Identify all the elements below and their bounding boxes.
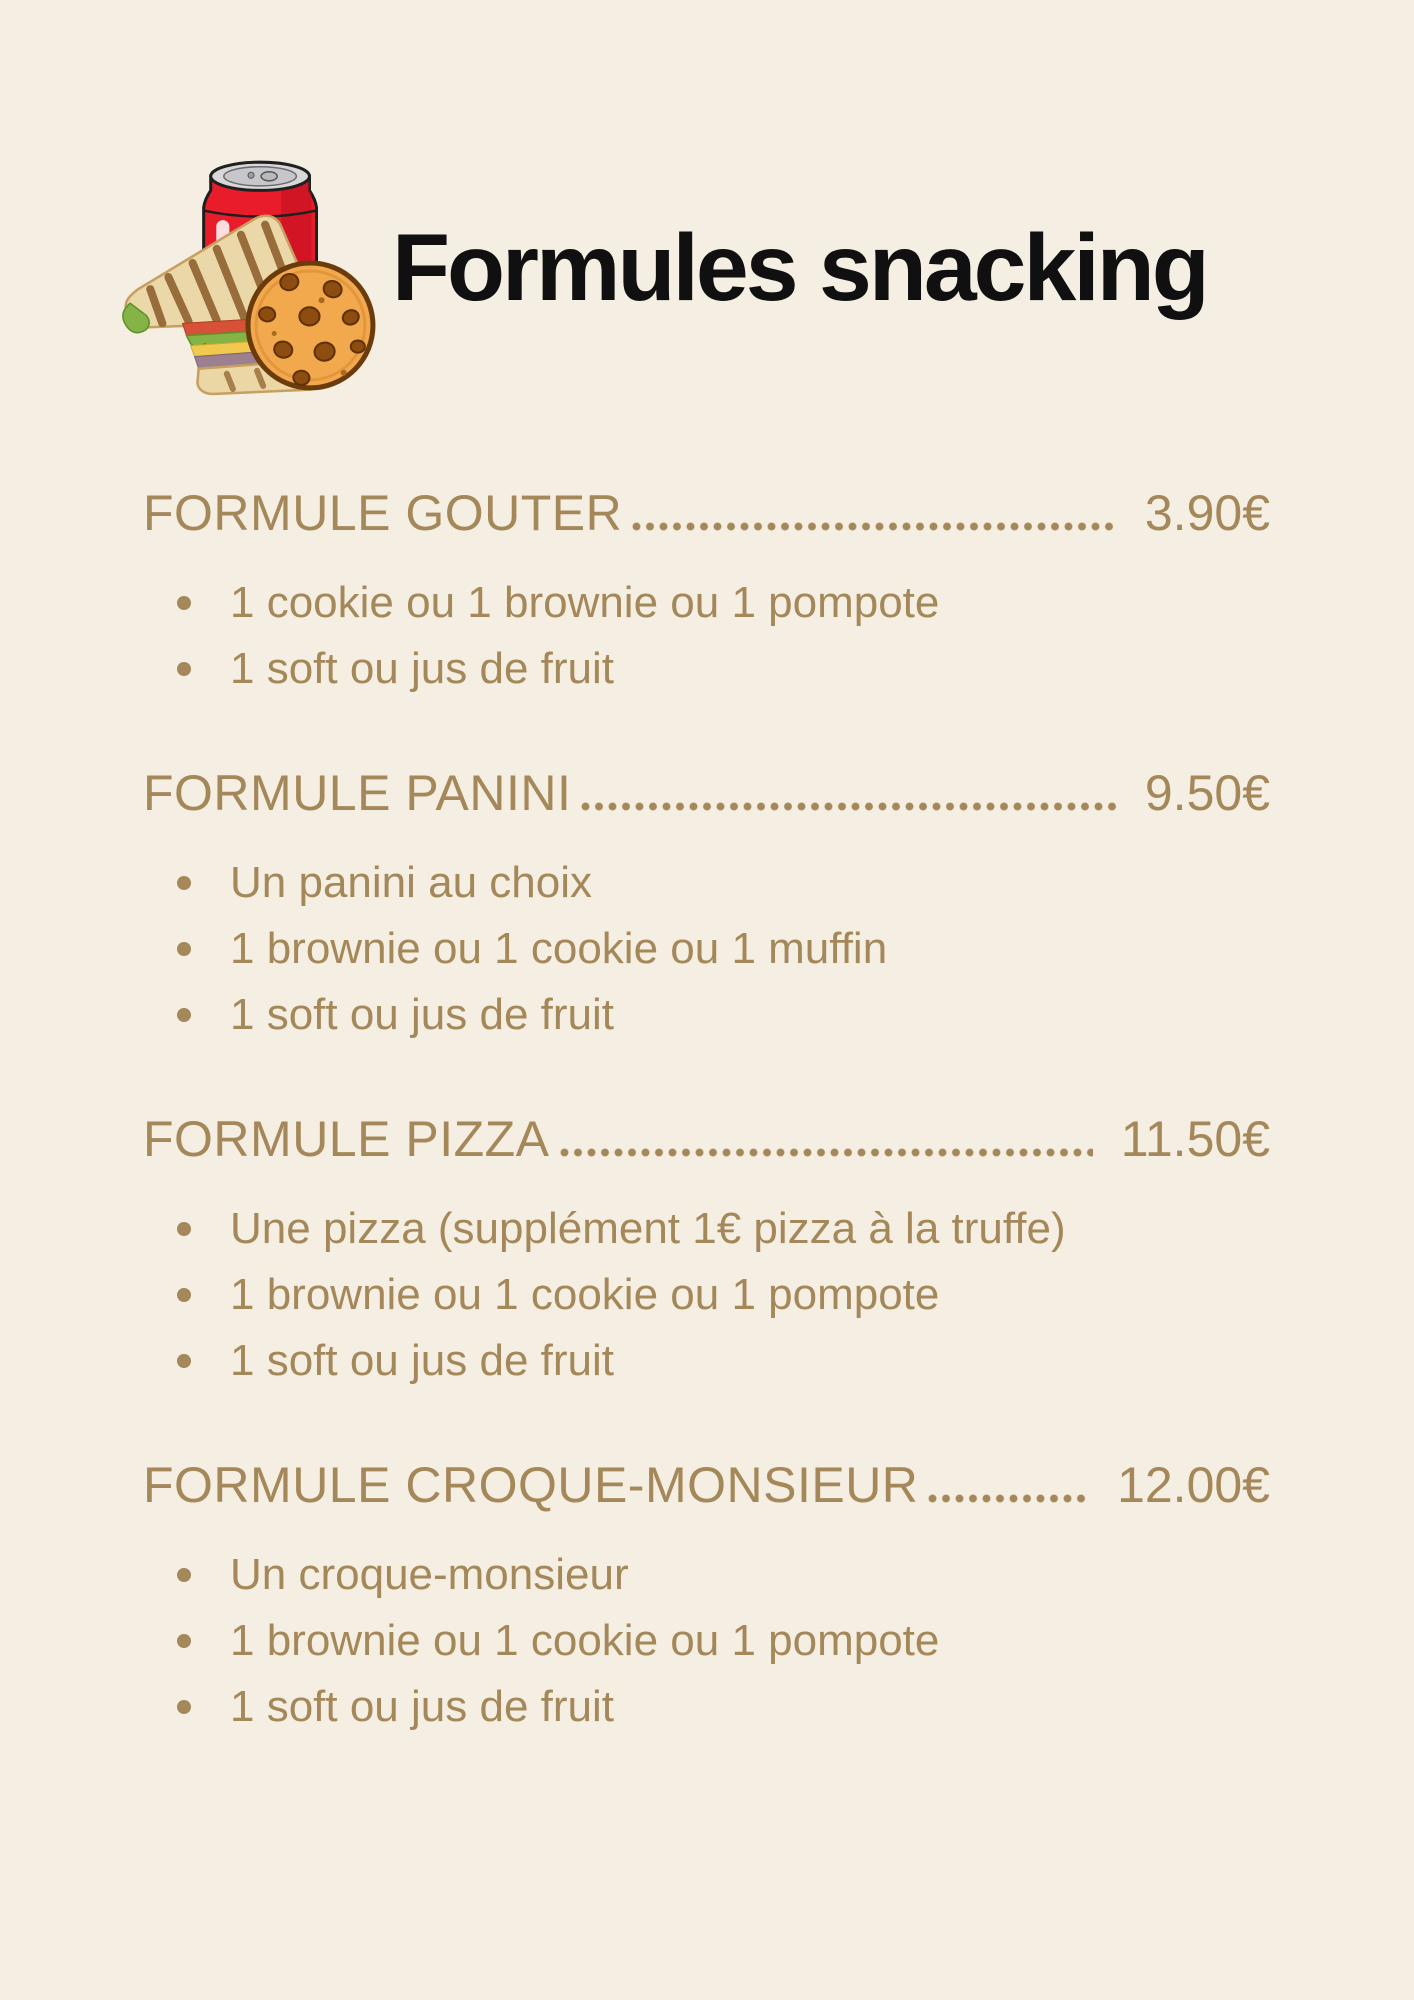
dots-leader	[579, 800, 1117, 813]
section-price: 12.00€	[1117, 1457, 1270, 1513]
section-name: FORMULE CROQUE-MONSIEUR	[143, 1457, 919, 1513]
section-name: FORMULE PANINI	[143, 765, 572, 821]
header	[0, 0, 1414, 400]
item-list	[143, 570, 1270, 702]
menu-item	[143, 1262, 1270, 1328]
menu-section-pizza	[143, 1112, 1270, 1394]
menu-item	[143, 1328, 1270, 1394]
bullet-dot-icon	[177, 942, 191, 956]
menu-item	[143, 636, 1270, 702]
cookie-icon	[248, 263, 373, 388]
menu-item-label: 1 brownie ou 1 cookie ou 1 muffin	[230, 924, 888, 973]
menu-item	[143, 1608, 1270, 1674]
dots-leader	[630, 520, 1117, 533]
menu-item	[143, 916, 1270, 982]
menu	[143, 486, 1270, 1740]
menu-item-label: 1 soft ou jus de fruit	[230, 990, 614, 1039]
bullet-dot-icon	[177, 1568, 191, 1582]
menu-section-gouter	[143, 486, 1270, 702]
item-list	[143, 1542, 1270, 1740]
bullet-dot-icon	[177, 1634, 191, 1648]
item-list	[143, 850, 1270, 1048]
section-name: FORMULE PIZZA	[143, 1111, 550, 1167]
menu-item-label: 1 brownie ou 1 cookie ou 1 pompote	[230, 1616, 940, 1665]
bullet-dot-icon	[177, 596, 191, 610]
menu-item	[143, 1542, 1270, 1608]
dots-leader	[558, 1146, 1093, 1159]
menu-section-panini	[143, 766, 1270, 1048]
section-header-row	[143, 486, 1270, 540]
bullet-dot-icon	[177, 1700, 191, 1714]
menu-item-label: 1 soft ou jus de fruit	[230, 644, 614, 693]
bullet-dot-icon	[177, 662, 191, 676]
menu-item-label: Une pizza (supplément 1€ pizza à la truffe)	[230, 1204, 1066, 1253]
page-title: Formules snacking	[392, 214, 1207, 321]
bullet-dot-icon	[177, 1288, 191, 1302]
menu-item	[143, 570, 1270, 636]
menu-item-label: 1 brownie ou 1 cookie ou 1 pompote	[230, 1270, 940, 1319]
menu-item-label: 1 cookie ou 1 brownie ou 1 pompote	[230, 578, 940, 627]
section-header-row	[143, 1458, 1270, 1512]
bullet-dot-icon	[177, 1222, 191, 1236]
bullet-dot-icon	[177, 1354, 191, 1368]
menu-item-label: 1 soft ou jus de fruit	[230, 1336, 614, 1385]
menu-item	[143, 982, 1270, 1048]
menu-section-croque-monsieur	[143, 1458, 1270, 1740]
bullet-dot-icon	[177, 1008, 191, 1022]
item-list	[143, 1196, 1270, 1394]
section-price: 3.90€	[1144, 485, 1270, 541]
section-name: FORMULE GOUTER	[143, 485, 623, 541]
section-price: 9.50€	[1144, 765, 1270, 821]
snack-illustration	[116, 136, 380, 400]
section-price: 11.50€	[1120, 1111, 1270, 1167]
menu-item-label: Un panini au choix	[230, 858, 593, 907]
menu-item	[143, 1674, 1270, 1740]
dots-leader	[926, 1492, 1089, 1505]
bullet-dot-icon	[177, 876, 191, 890]
section-header-row	[143, 1112, 1270, 1166]
menu-item-label: 1 soft ou jus de fruit	[230, 1682, 614, 1731]
menu-item	[143, 850, 1270, 916]
section-header-row	[143, 766, 1270, 820]
menu-item	[143, 1196, 1270, 1262]
menu-item-label: Un croque-monsieur	[230, 1550, 629, 1599]
